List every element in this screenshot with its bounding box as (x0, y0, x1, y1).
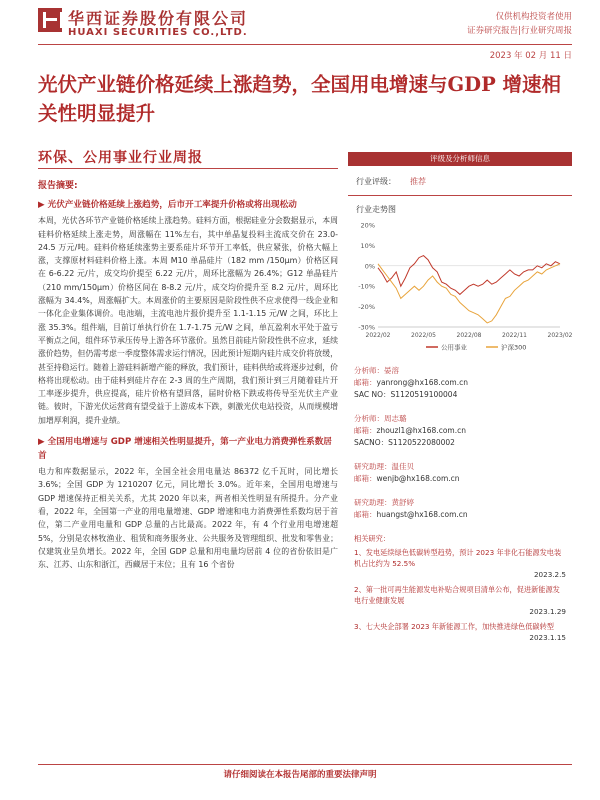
section-1-title (38, 198, 338, 212)
analyst-name: 周志璐 (384, 414, 407, 423)
related-text: 第一批可再生能源发电补贴合规项目清单公布，促进新能源发电行业健康发展 (354, 585, 560, 605)
assistant-2 (348, 497, 572, 521)
analyst-role: 分析师： (354, 414, 384, 423)
related-num: 2、 (354, 585, 366, 594)
report-date: 2023 年 02 月 11 日 (489, 51, 572, 61)
section-1-body: 本周，光伏各环节产业链价格延续上涨趋势。硅料方面，根据硅业分会数据显示，本周硅料价格延续上涨走势，周涨幅在 11%左右，其中单晶复投料主流成交价在 23.0-24.5 万元/吨。硅料价格延续涨势主要系硅片环节开工率低，供应紧张，价格大幅上涨，支撑原材料硅料价格上涨。本周 M10 单晶硅片（182 mm /150μm）价格区间在 6-6.22 元/片，成交均价提至 6.22 元/片，周环比涨幅为 26.4%；G12 单晶硅片（210 mm/150μm）价格区间在 8-8.2 元/片，成交均价提升至 8.2 元/片，周环比涨幅为 34.4%，周涨幅扩大。本周涨价的主要原因是阶段性供不应求使得一线企业和一体化企业集体调价。电池端，主流电池片报价提升至 1.1-1.15 元/W 之间，环比上涨 35.3%。组件端，目前订单执行价在 1.7-1.75 元/W 之间，单瓦盈利水平处于盈亏平衡点之间，组件环节承压传导上游各环节涨价。虽然目前硅片阶段性供不应求，延续涨价趋势，但仍需考虑一季度整体需求运行情况，因此预计短期内硅片成交价将放缓，甚至持稳运行。随着上游硅料新增产能的释放，我们预计，硅料供给或将逐步过剩，价格将出现松动。由于硅料到硅片存在 2-3 周的生产周期，我们预计到三月随着硅片开工率逐步提升，供应提高，硅片价格有望回落，届时价格下跌或将传导至光伏主产业链。彼时，下游光伏运营商有望受益于上游成本下跌，刺激光伏电站投资，从而规模增加增厚利润，提升业绩。 (38, 216, 338, 425)
x-tick-label: 2022/02 (365, 332, 391, 339)
related-date: 2023.1.29 (529, 607, 566, 616)
section-1-title-text: 光伏产业链价格延续上涨趋势，后市开工率提升价格或将出现松动 (47, 200, 297, 211)
related-item[interactable] (354, 584, 566, 606)
y-tick-label: -30% (358, 323, 375, 332)
analyst-panel (348, 152, 572, 764)
x-tick-label: 2022/05 (411, 332, 436, 339)
header-divider (38, 44, 572, 45)
assistant-role: 研究助理： (354, 462, 392, 471)
legend-label: 沪深300 (501, 343, 527, 352)
rating-value: 推荐 (410, 177, 426, 186)
related-date: 2023.1.15 (529, 633, 566, 642)
company-name-en: HUAXI SECURITIES CO.,LTD. (68, 27, 248, 38)
section-2-title (38, 435, 338, 463)
related-heading: 相关研究： (354, 534, 390, 543)
x-tick-label: 2022/08 (456, 332, 482, 339)
report-title: 光伏产业链价格延续上涨趋势，全国用电增速与GDP 增速相关性明显提升 (38, 73, 562, 125)
series-line (378, 264, 560, 323)
related-research (348, 533, 572, 643)
related-item[interactable] (354, 621, 566, 632)
subtitle-divider (38, 168, 338, 169)
company-logo-icon (38, 8, 62, 32)
related-item[interactable] (354, 547, 566, 569)
related-num: 3、 (354, 622, 366, 631)
section-2-title-text: 全国用电增速与 GDP 增速相关性明显提升，第一产业电力消费弹性系数居首 (38, 437, 332, 462)
sac-number: S1120519100004 (390, 390, 458, 399)
footer-divider (38, 764, 572, 765)
report-subtitle: 环保、公用事业行业周报 (38, 150, 203, 166)
sac-label: SAC NO： (354, 390, 391, 399)
email-label: 邮箱： (354, 510, 377, 519)
assistant-1 (348, 461, 572, 485)
section-2-body: 电力和库数据显示，2022 年，全国全社会用电量达 86372 亿千瓦时，同比增长 3.6%；全国 GDP 为 1210207 亿元，同比增长 3.0%。近年来，全国用电增速与 GDP 增速保持正相关关系，尤其 2020 年以来，两者相关性明显有所提升。分产业看，2022 年，全国第一产业的用电量增速、GDP 增速和电力消费弹性系数均居于首位，第二产业用电量和 GDP 总量的占比最高。2022 年，有 4 个行业用电增速超 5%，分别是农林牧渔业、租赁和商务服务业、公共服务及管理组织、批发和零售业；仅建筑业呈负增长。2022 年，全国 GDP 总量和用电量均居前 4 位的省份依旧是广东、江苏、山东和浙江，西藏居于末位；且有 16 个省份 (38, 467, 338, 570)
analyst-email[interactable]: zhouzl1@hx168.com.cn (376, 426, 466, 435)
panel-title: 评级及分析师信息 (348, 152, 572, 166)
audience-tag: 仅供机构投资者使用 (495, 12, 572, 22)
related-text: 七大央企部署 2023 年新能源工作，加快推进绿色低碳转型 (365, 622, 554, 631)
analyst-2 (348, 413, 572, 449)
sac-number: S1120522080002 (388, 438, 455, 447)
report-type-tag: 证券研究报告|行业研究周报 (467, 26, 572, 36)
company-name-cn: 华西证券股份有限公司 (68, 9, 249, 28)
analyst-email[interactable]: yanrong@hx168.com.cn (376, 378, 468, 387)
analyst-role: 分析师： (354, 366, 384, 375)
y-tick-label: -20% (358, 303, 375, 312)
trend-chart (348, 219, 572, 361)
industry-rating (348, 166, 572, 196)
rating-label: 行业评级： (356, 177, 396, 186)
analyst-1 (348, 365, 572, 401)
legend-label: 公用事业 (441, 343, 467, 352)
x-tick-label: 2022/11 (502, 332, 527, 339)
related-num: 1、 (354, 548, 366, 557)
email-label: 邮箱： (354, 474, 377, 483)
email-label: 邮箱： (354, 426, 377, 435)
triangle-bullet-icon: ▶ (38, 200, 45, 211)
related-date: 2023.2.5 (533, 570, 566, 579)
triangle-bullet-icon: ▶ (38, 437, 45, 448)
assistant-role: 研究助理： (354, 498, 392, 507)
y-tick-label: 10% (360, 241, 375, 250)
sac-label: SACNO： (354, 438, 389, 447)
analyst-name: 晏溶 (384, 366, 399, 375)
assistant-email[interactable]: huangst@hx168.com.cn (376, 510, 468, 519)
summary-heading: 报告摘要: (38, 181, 78, 191)
y-tick-label: 20% (360, 221, 375, 230)
related-text: 发电延续绿色低碳转型趋势，预计 2023 年非化石能源发电装机占比约为 52.5% (354, 548, 562, 568)
summary-column (38, 180, 338, 571)
assistant-email[interactable]: wenjb@hx168.com.cn (376, 474, 460, 483)
y-tick-label: -10% (358, 282, 375, 291)
email-label: 邮箱： (354, 378, 377, 387)
series-line (378, 256, 560, 295)
x-tick-label: 2023/02 (547, 332, 572, 339)
assistant-name: 黄舒婷 (391, 498, 414, 507)
legal-notice: 请仔细阅读在本报告尾部的重要法律声明 (223, 770, 377, 780)
trend-chart-label: 行业走势图 (356, 205, 396, 214)
assistant-name: 温佳贝 (391, 462, 414, 471)
y-tick-label: 0% (364, 262, 375, 271)
trend-chart-svg (348, 219, 572, 357)
